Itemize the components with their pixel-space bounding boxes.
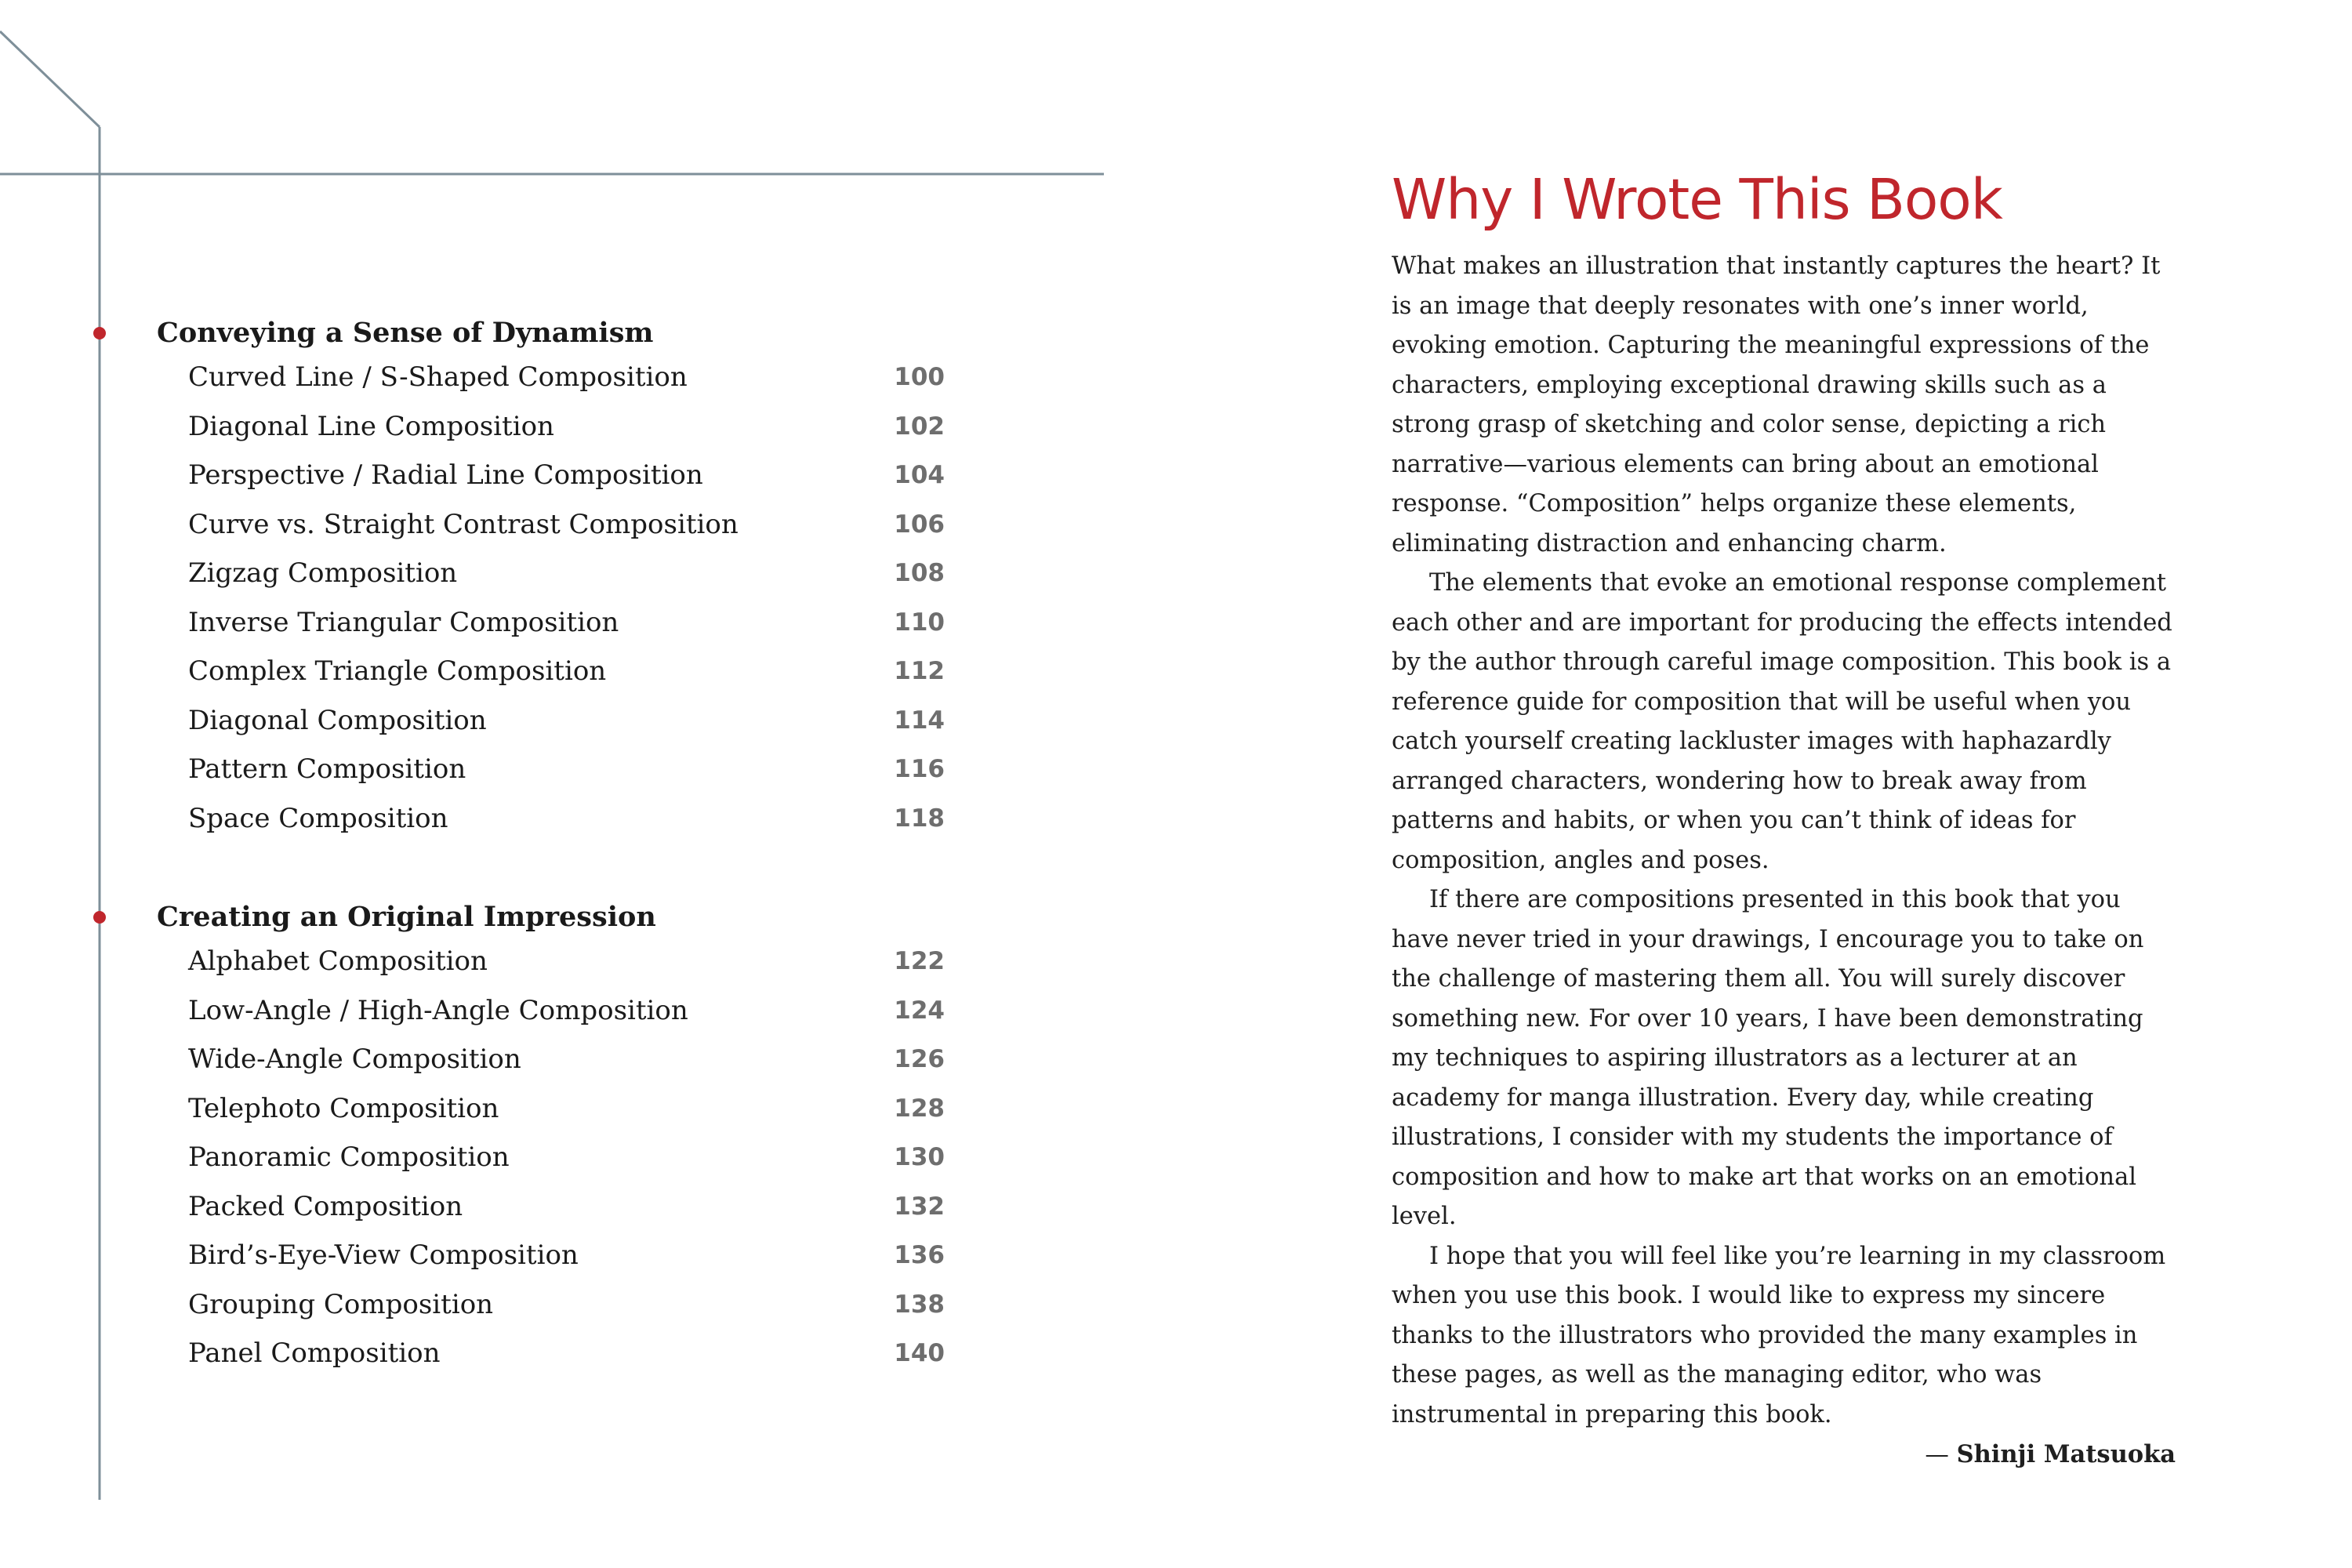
toc-item-page: 104 xyxy=(894,461,945,489)
toc-item[interactable] xyxy=(157,1084,945,1134)
toc-item[interactable] xyxy=(157,500,945,550)
signature-dash: — xyxy=(1925,1441,1949,1468)
toc-item-page: 106 xyxy=(894,510,945,539)
toc-item-title: Inverse Triangular Composition xyxy=(188,606,619,638)
toc-item-page: 102 xyxy=(894,412,945,441)
toc-item-page: 130 xyxy=(894,1143,945,1171)
toc-item-page: 108 xyxy=(894,559,945,587)
preface-title: Why I Wrote This Book xyxy=(1392,167,2002,232)
toc-item-page: 116 xyxy=(894,755,945,783)
toc-item-title: Perspective / Radial Line Composition xyxy=(188,459,703,491)
toc-item[interactable] xyxy=(157,1329,945,1378)
toc-item[interactable] xyxy=(157,1280,945,1330)
toc-item-title: Wide-Angle Composition xyxy=(188,1044,521,1075)
preface-paragraph: The elements that evoke an emotional response complement each other and are important for producing the effects intended by the author through careful image composition. This book is a reference guide for composition that will be useful when you catch yourself creating lackluster images with haphazardly arranged characters, wondering how to break away from patterns and habits, or when you can’t think of ideas for composition, angles and poses. xyxy=(1392,569,2172,874)
toc-item-page: 124 xyxy=(894,996,945,1025)
toc-item-page: 110 xyxy=(894,608,945,637)
toc-list xyxy=(157,937,945,1378)
toc-item-page: 136 xyxy=(894,1241,945,1269)
section-heading: Creating an Original Impression xyxy=(157,901,656,933)
toc-list xyxy=(157,353,945,843)
toc-item-page: 138 xyxy=(894,1290,945,1319)
toc-item[interactable] xyxy=(157,937,945,986)
toc-item[interactable] xyxy=(157,1231,945,1280)
table-of-contents xyxy=(0,0,1019,1568)
toc-item-page: 132 xyxy=(894,1192,945,1221)
toc-section-dynamism xyxy=(157,314,945,843)
preface xyxy=(1392,153,2176,1475)
section-heading: Conveying a Sense of Dynamism xyxy=(157,317,654,349)
toc-item-page: 128 xyxy=(894,1094,945,1123)
toc-item[interactable] xyxy=(157,986,945,1036)
toc-item[interactable] xyxy=(157,794,945,844)
author-signature xyxy=(1392,1435,2176,1475)
toc-item-title: Alphabet Composition xyxy=(188,946,488,977)
preface-paragraph: If there are compositions presented in this book that you have never tried in your drawings, I encourage you to take on the challenge of mastering them all. You will surely discover something new. For over 10 years, I have been demonstrating my techniques to aspiring illustrators as a lecturer at an academy for manga illustration. Every day, while creating illustrations, I consider with my students the importance of composition and how to make art that works on an emotional level. xyxy=(1392,886,2144,1230)
toc-item-title: Zigzag Composition xyxy=(188,557,458,589)
toc-item-title: Low-Angle / High-Angle Composition xyxy=(188,994,688,1026)
toc-item-title: Grouping Composition xyxy=(188,1288,494,1320)
toc-item-page: 118 xyxy=(894,804,945,833)
toc-item-page: 122 xyxy=(894,947,945,975)
toc-item-title: Diagonal Line Composition xyxy=(188,410,554,442)
toc-item[interactable] xyxy=(157,1182,945,1232)
toc-item[interactable] xyxy=(157,353,945,402)
toc-item[interactable] xyxy=(157,696,945,746)
toc-section-original-impression xyxy=(157,898,945,1378)
toc-item[interactable] xyxy=(157,549,945,598)
toc-item-page: 112 xyxy=(894,657,945,685)
preface-paragraph: I hope that you will feel like you’re learning in my classroom when you use this book. I would like to express my sincere thanks to the illustrators who provided the many examples in these pages, as well as the managing editor, who was instrumental in preparing this book. xyxy=(1392,1242,2166,1428)
toc-item[interactable] xyxy=(157,1133,945,1182)
toc-item-title: Packed Composition xyxy=(188,1190,463,1222)
toc-item-title: Pattern Composition xyxy=(188,753,466,785)
toc-item[interactable] xyxy=(157,598,945,648)
preface-paragraph: What makes an illustration that instantly captures the heart? It is an image that deeply resonates with one’s inner world, evoking emotion. Capturing the meaningful expressions of the characters, employing exceptional drawing skills such as a strong grasp of sketching and color sense, depicting a rich narrative—various elements can bring about an emotional response. “Composition” helps organize these elements, eliminating distraction and enhancing charm. xyxy=(1392,252,2161,557)
author-name: Shinji Matsuoka xyxy=(1956,1440,2176,1468)
toc-item-title: Bird’s-Eye-View Composition xyxy=(188,1240,579,1271)
toc-item-title: Panoramic Composition xyxy=(188,1142,510,1173)
toc-item-page: 140 xyxy=(894,1339,945,1367)
toc-item-title: Panel Composition xyxy=(188,1338,441,1369)
toc-item-page: 100 xyxy=(894,363,945,391)
toc-item-title: Curved Line / S-Shaped Composition xyxy=(188,361,688,393)
toc-item-title: Telephoto Composition xyxy=(188,1092,499,1124)
toc-item[interactable] xyxy=(157,647,945,696)
toc-item[interactable] xyxy=(157,1035,945,1084)
toc-item[interactable] xyxy=(157,402,945,452)
toc-item-page: 114 xyxy=(894,706,945,735)
toc-item-page: 126 xyxy=(894,1045,945,1073)
toc-item[interactable] xyxy=(157,451,945,500)
toc-item-title: Curve vs. Straight Contrast Composition xyxy=(188,508,739,540)
toc-item-title: Space Composition xyxy=(188,802,448,834)
toc-item-title: Diagonal Composition xyxy=(188,704,487,736)
toc-item-title: Complex Triangle Composition xyxy=(188,655,607,687)
toc-item[interactable] xyxy=(157,745,945,794)
